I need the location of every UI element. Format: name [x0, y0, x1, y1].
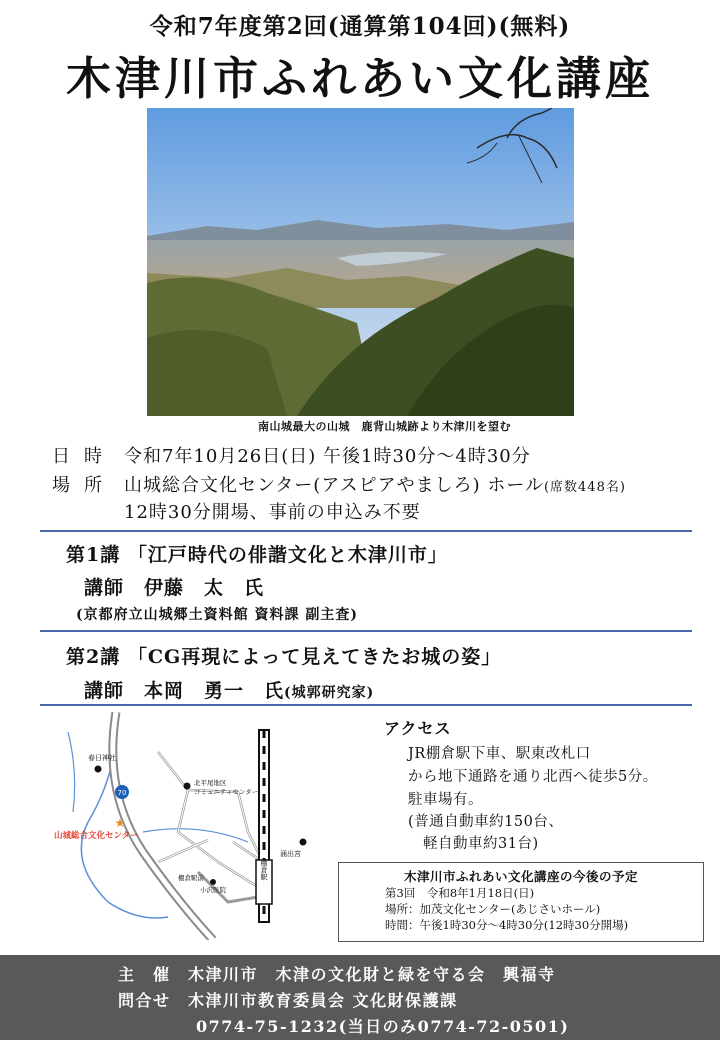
date-value: 令和7年10月26日(日) 午後1時30分～4時30分	[124, 446, 531, 467]
svg-text:コミュニティセンター: コミュニティセンター	[194, 788, 259, 796]
lecture-1-affiliation: (京都府立山城郷土資料館 資料課 副主査)	[76, 607, 358, 623]
contact-value: 木津川市教育委員会 文化財保護課	[188, 991, 458, 1010]
access-line: (普通自動車約150台、	[408, 814, 564, 830]
lecture-2-affiliation: (城郭研究家)	[284, 685, 375, 701]
map-illustration	[48, 712, 338, 940]
venue-star-icon: ★	[114, 816, 126, 830]
lecture-1-lecturer	[84, 573, 264, 600]
post-label: 涌出宮	[280, 850, 301, 858]
divider	[40, 530, 692, 532]
access-line: から地下通路を通り北西へ徒歩5分。	[408, 769, 658, 785]
host-label: 主 催	[118, 965, 171, 984]
event-note: 12時30分開場、事前の申込み不要	[124, 502, 421, 523]
station-front-label: 棚倉駅前	[178, 874, 204, 882]
route-number: 70	[117, 789, 127, 797]
seat-count: (席数448名)	[543, 480, 626, 495]
community-dot	[184, 783, 191, 790]
shrine-dot	[95, 766, 102, 773]
venue-label: 山城総合文化センター	[54, 831, 139, 841]
clinic-label: 小沢医院	[200, 886, 226, 894]
lecture-2-lecturer	[84, 676, 374, 703]
divider	[40, 630, 692, 632]
lecture-1-title: 「江戸時代の俳諧文化と木津川市」	[127, 544, 448, 566]
access-heading: アクセス	[384, 719, 452, 738]
contact-row	[118, 988, 458, 1011]
lecturer-label: 講師	[84, 577, 125, 599]
lecture-2-number: 第2講	[66, 646, 121, 668]
access-line: 軽自動車約31台)	[408, 836, 539, 852]
schedule-line: 第3回 令和8年1月18日(日)	[385, 886, 535, 900]
contact-label: 問合せ	[118, 991, 171, 1010]
upcoming-schedule-box	[338, 862, 704, 942]
lecturer-name: 伊藤 太 氏	[144, 577, 265, 599]
svg-text:北平尾地区: 北平尾地区	[194, 779, 227, 787]
place-value: 山城総合文化センター(アスピアやましろ) ホール	[124, 475, 544, 496]
date-label: 日時	[52, 446, 116, 467]
place-label: 場所	[52, 475, 116, 496]
lecturer-name: 本岡 勇一 氏	[144, 680, 285, 702]
lecture-1-heading	[66, 540, 448, 567]
photo-caption: 南山城最大の山城 鹿背山城跡より木津川を望む	[258, 420, 511, 433]
host-value: 木津川市 木津の文化財と緑を守る会 興福寺	[188, 965, 556, 984]
host-row	[118, 962, 556, 985]
footer	[0, 955, 720, 1040]
event-date-row	[52, 442, 531, 468]
station-label: 棚倉駅	[260, 859, 268, 881]
landscape-illustration	[147, 108, 574, 416]
divider	[40, 704, 692, 706]
access-map	[48, 712, 338, 940]
lecture-2-heading	[66, 642, 501, 669]
contact-phone: 0774-75-1232(当日のみ0774-72-0501)	[196, 1017, 570, 1036]
lecturer-label: 講師	[84, 680, 125, 702]
shrine-label: 春日神社	[88, 754, 116, 762]
landscape-photo	[147, 108, 574, 416]
event-place-row	[52, 471, 626, 497]
page-title: 木津川市ふれあい文化講座	[65, 52, 654, 105]
schedule-line: 場所：加茂文化センター(あじさいホール)	[385, 902, 601, 916]
schedule-title: 木津川市ふれあい文化講座の今後の予定	[403, 869, 638, 884]
access-line: JR棚倉駅下車、駅東改札口	[408, 746, 591, 762]
lecture-2-title: 「CG再現によって見えてきたお城の姿」	[127, 646, 502, 668]
event-subtitle: 令和7年度第2回(通算第104回)(無料)	[149, 13, 571, 40]
post-dot	[300, 839, 307, 846]
schedule-line: 時間：午後1時30分～4時30分(12時30分開場)	[385, 918, 629, 932]
access-line: 駐車場有。	[408, 792, 483, 808]
lecture-1-number: 第1講	[66, 544, 121, 566]
clinic-dot	[210, 879, 216, 885]
